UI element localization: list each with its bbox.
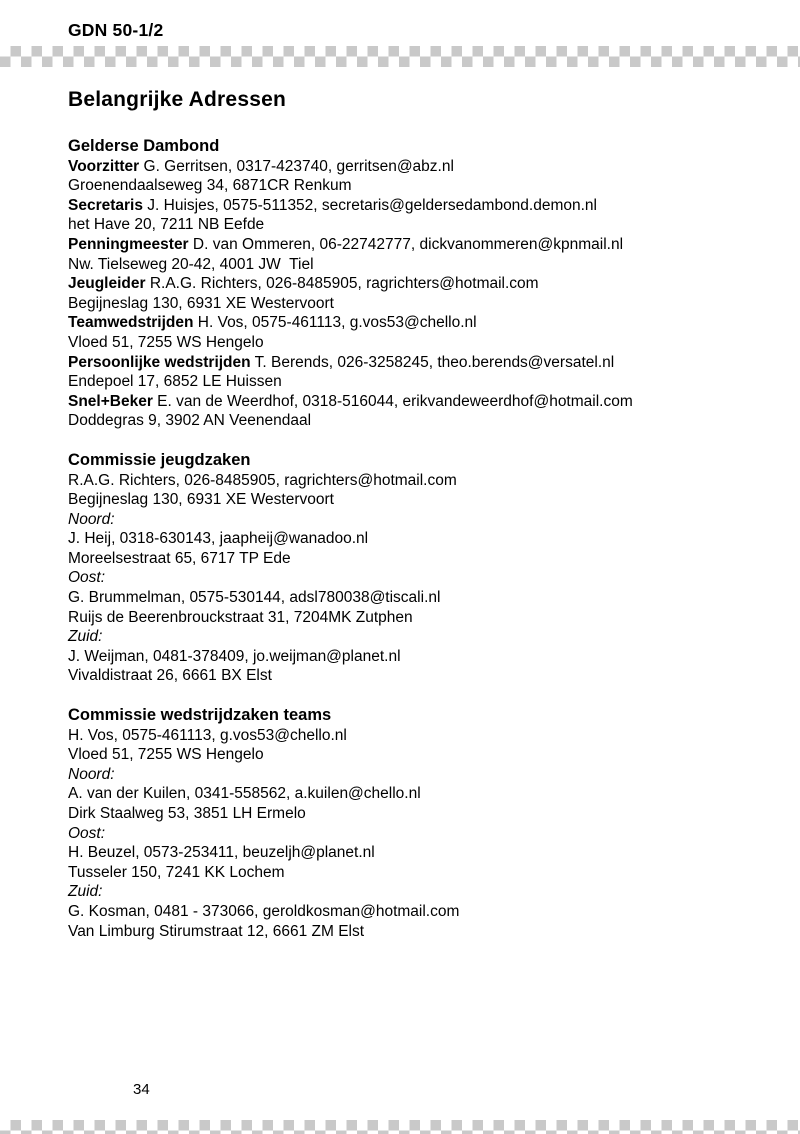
contact-line — [68, 666, 764, 686]
line-text: T. Berends, 026-3258245, theo.berends@versatel.nl — [250, 353, 615, 371]
line-text: Oost: — [68, 569, 106, 587]
line-text: J. Heij, 0318-630143, jaapheij@wanadoo.nl — [68, 530, 369, 548]
line-text: Begijneslag 130, 6931 XE Westervoort — [68, 294, 334, 312]
address-section — [68, 706, 764, 941]
line-text: R.A.G. Richters, 026-8485905, ragrichters@hotmail.com — [145, 275, 539, 293]
line-text: Vloed 51, 7255 WS Hengelo — [68, 746, 264, 764]
line-text: R.A.G. Richters, 026-8485905, ragrichters@hotmail.com — [68, 471, 457, 489]
contact-line — [68, 863, 764, 883]
contact-line — [68, 529, 764, 549]
contact-line — [68, 235, 764, 255]
line-text: G. Kosman, 0481 - 373066, geroldkosman@hotmail.com — [68, 902, 460, 920]
line-text: het Have 20, 7211 NB Eefde — [68, 216, 265, 234]
line-text: Nw. Tielseweg 20-42, 4001 JW Tiel — [68, 255, 314, 273]
contact-line — [68, 765, 764, 785]
contact-line — [68, 608, 764, 628]
line-text: J. Weijman, 0481-378409, jo.weijman@planet.nl — [68, 647, 401, 665]
contact-line — [68, 510, 764, 530]
contact-line — [68, 568, 764, 588]
content-area — [68, 88, 764, 961]
contact-line — [68, 843, 764, 863]
role-label: Snel+Beker — [68, 392, 153, 410]
contact-line — [68, 196, 764, 216]
line-text: Zuid: — [68, 628, 103, 646]
line-text: D. van Ommeren, 06-22742777, dickvanommeren@kpnmail.nl — [188, 235, 624, 253]
contact-line — [68, 804, 764, 824]
contact-line — [68, 902, 764, 922]
contact-line — [68, 274, 764, 294]
contact-line — [68, 726, 764, 746]
line-text: Ruijs de Beerenbrouckstraat 31, 7204MK Zutphen — [68, 608, 413, 626]
role-label: Persoonlijke wedstrijden — [68, 353, 251, 371]
line-text: Endepoel 17, 6852 LE Huissen — [68, 373, 282, 391]
address-section — [68, 451, 764, 686]
contact-line — [68, 215, 764, 235]
contact-line — [68, 882, 764, 902]
line-text: H. Vos, 0575-461113, g.vos53@chello.nl — [68, 726, 347, 744]
page-number: 34 — [133, 1081, 150, 1098]
line-text: H. Beuzel, 0573-253411, beuzeljh@planet.nl — [68, 844, 375, 862]
role-label: Penningmeester — [68, 235, 189, 253]
bottom-checker-band — [0, 1120, 800, 1134]
line-text: E. van de Weerdhof, 0318-516044, erikvandeweerdhof@hotmail.com — [152, 392, 633, 410]
contact-line — [68, 588, 764, 608]
contact-line — [68, 333, 764, 353]
contact-line — [68, 313, 764, 333]
line-text: Doddegras 9, 3902 AN Veenendaal — [68, 412, 312, 430]
contact-line — [68, 176, 764, 196]
line-text: Vloed 51, 7255 WS Hengelo — [68, 333, 264, 351]
line-text: Noord: — [68, 510, 115, 528]
contact-line — [68, 745, 764, 765]
line-text: H. Vos, 0575-461113, g.vos53@chello.nl — [193, 314, 477, 332]
contact-line — [68, 549, 764, 569]
contact-line — [68, 647, 764, 667]
line-text: Van Limburg Stirumstraat 12, 6661 ZM Elst — [68, 922, 365, 940]
contact-line — [68, 372, 764, 392]
line-text: Dirk Staalweg 53, 3851 LH Ermelo — [68, 805, 306, 822]
role-label: Jeugleider — [68, 275, 146, 293]
page-header: GDN 50-1/2 — [68, 20, 164, 40]
role-label: Secretaris — [68, 196, 143, 214]
contact-line — [68, 411, 764, 431]
sections-container — [68, 137, 764, 941]
line-text: G. Gerritsen, 0317-423740, gerritsen@abz.nl — [139, 157, 454, 175]
contact-line — [68, 157, 764, 177]
line-text: Tusseler 150, 7241 KK Lochem — [68, 863, 285, 881]
contact-line — [68, 784, 764, 804]
contact-line — [68, 392, 764, 412]
section-heading: Commissie wedstrijdzaken teams — [68, 706, 332, 725]
contact-line — [68, 353, 764, 373]
contact-line — [68, 824, 764, 844]
line-text: Noord: — [68, 765, 115, 783]
section-heading: Commissie jeugdzaken — [68, 450, 251, 469]
role-label: Teamwedstrijden — [68, 314, 194, 332]
line-text: Begijneslag 130, 6931 XE Westervoort — [68, 491, 334, 509]
line-text: Zuid: — [68, 883, 103, 901]
line-text: Oost: — [68, 824, 106, 842]
contact-line — [68, 294, 764, 314]
page-title: Belangrijke Adressen — [68, 88, 286, 111]
address-section — [68, 137, 764, 431]
line-text: Vivaldistraat 26, 6661 BX Elst — [68, 667, 272, 685]
contact-line — [68, 627, 764, 647]
role-label: Voorzitter — [68, 157, 140, 175]
line-text: Groenendaalseweg 34, 6871CR Renkum — [68, 177, 352, 195]
line-text: J. Huisjes, 0575-511352, secretaris@geldersedambond.demon.nl — [142, 196, 597, 214]
line-text: Moreelsestraat 65, 6717 TP Ede — [68, 549, 291, 567]
contact-line — [68, 490, 764, 510]
top-checker-band — [0, 46, 800, 67]
contact-line — [68, 255, 764, 275]
line-text: G. Brummelman, 0575-530144, adsl780038@tiscali.nl — [68, 589, 441, 607]
contact-line — [68, 922, 764, 942]
contact-line — [68, 471, 764, 491]
section-heading: Gelderse Dambond — [68, 137, 220, 155]
line-text: A. van der Kuilen, 0341-558562, a.kuilen@chello.nl — [68, 785, 421, 803]
